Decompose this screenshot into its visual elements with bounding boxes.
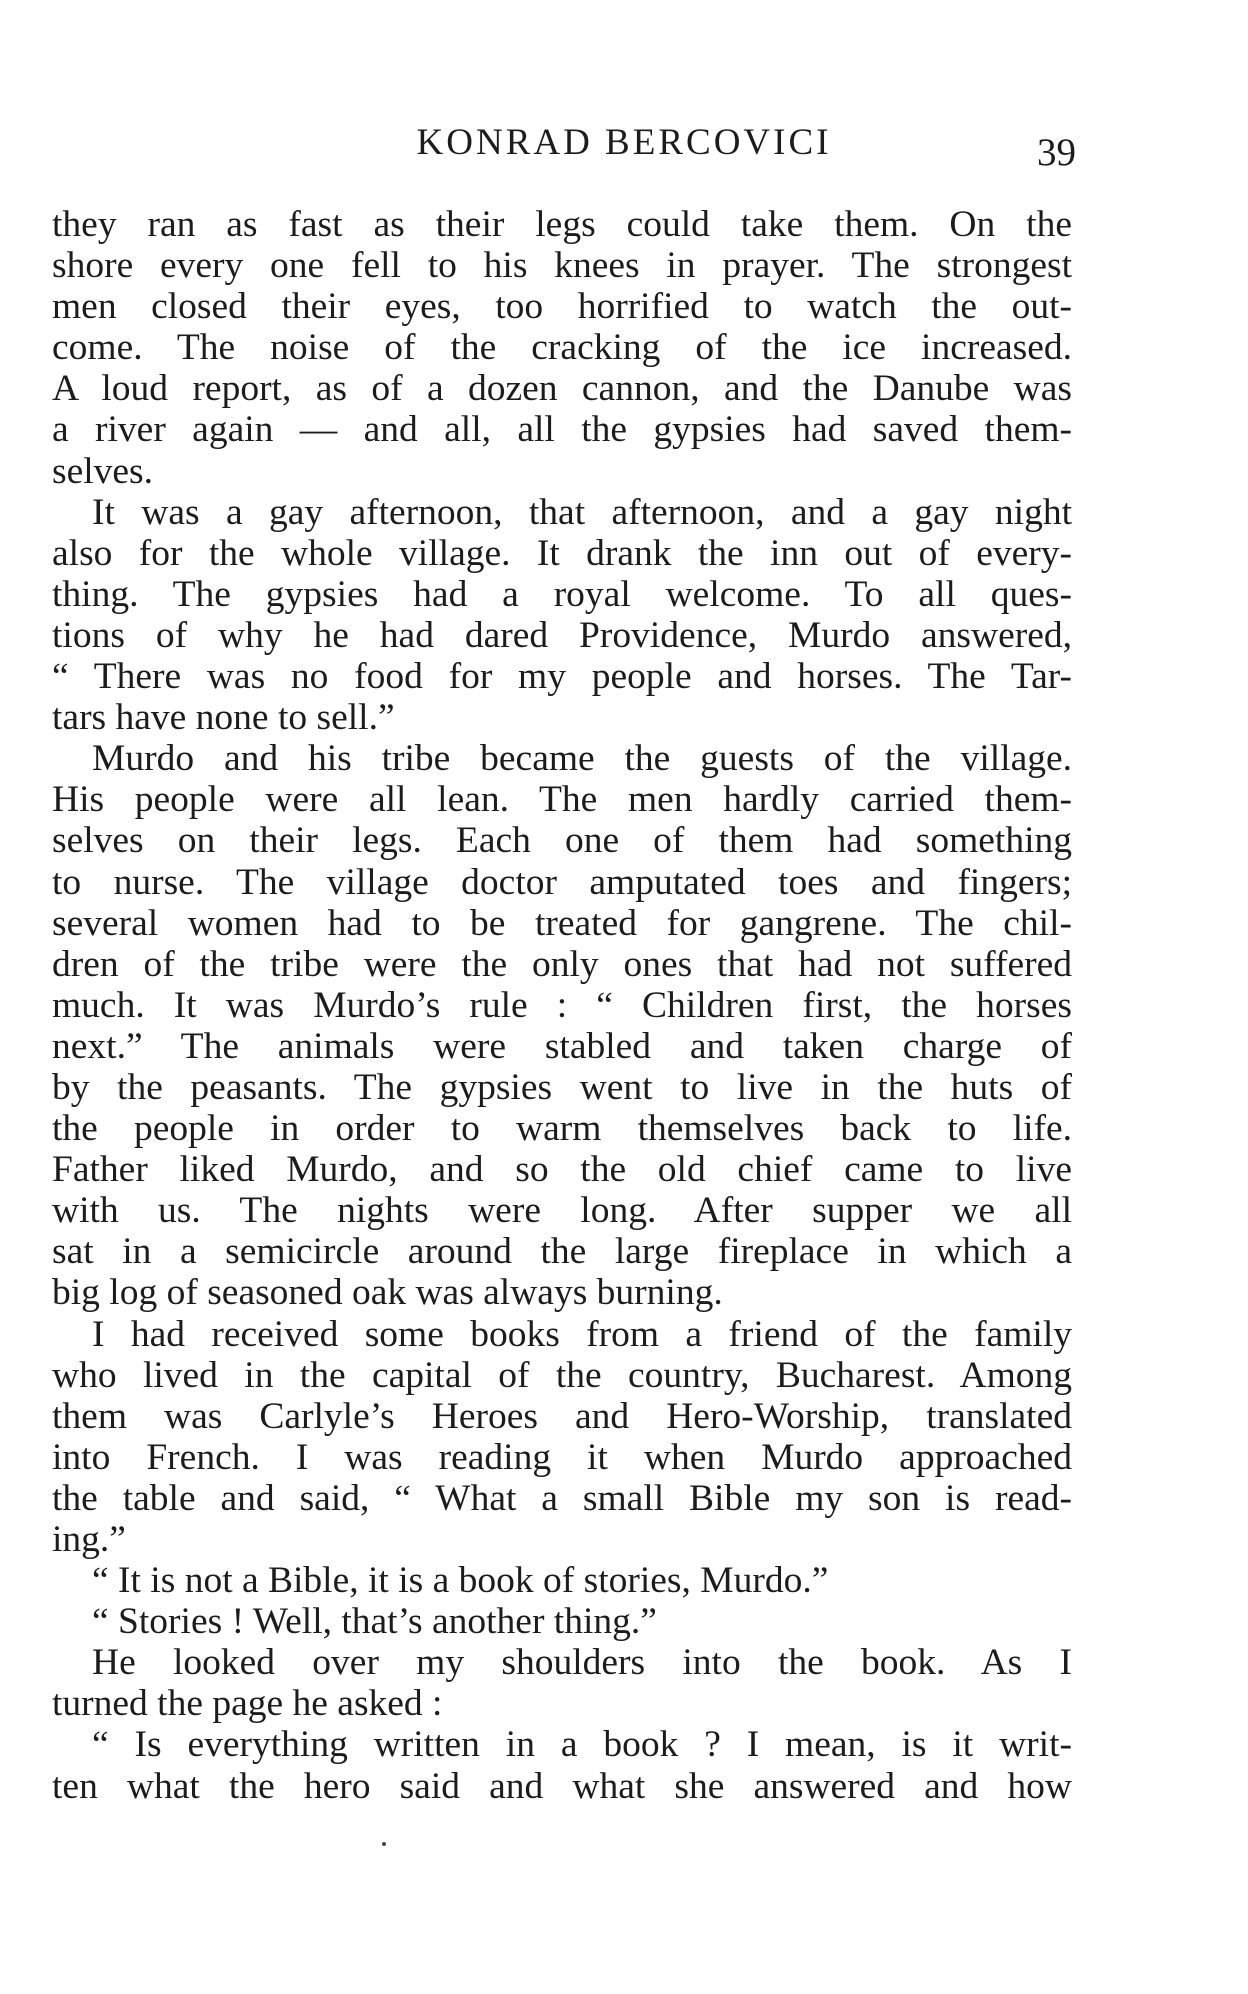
- text-line: them was Carlyle’s Heroes and Hero-Worship, translated: [52, 1395, 1072, 1437]
- text-line: come. The noise of the cracking of the ice increased.: [52, 327, 1072, 369]
- text-line: “ There was no food for my people and horses. The Tar-: [52, 656, 1072, 698]
- text-line: men closed their eyes, too horrified to watch the out-: [52, 286, 1072, 328]
- text-line: It was a gay afternoon, that afternoon, and a gay night: [92, 491, 1072, 533]
- text-line: they ran as fast as their legs could take them. On the: [52, 204, 1072, 245]
- text-line: into French. I was reading it when Murdo approached: [52, 1436, 1072, 1478]
- text-line: ing.”: [52, 1519, 126, 1560]
- text-line: much. It was Murdo’s rule : “ Children first, the horses: [52, 984, 1072, 1026]
- text-line: by the peasants. The gypsies went to live in the huts of: [52, 1066, 1072, 1108]
- text-line: “ It is not a Bible, it is a book of stories, Murdo.”: [92, 1560, 829, 1602]
- page-number: 39: [1037, 131, 1076, 174]
- text-line: shore every one fell to his knees in prayer. The strongest: [52, 245, 1072, 287]
- text-line: who lived in the capital of the country, Bucharest. Among: [52, 1354, 1072, 1396]
- text-line: A loud report, as of a dozen cannon, and the Danube was: [52, 368, 1072, 410]
- body-text: [52, 204, 1072, 1807]
- text-line: several women had to be treated for gangrene. The chil-: [52, 902, 1072, 944]
- running-head: [0, 118, 1248, 174]
- text-line: also for the whole village. It drank the inn out of every-: [52, 532, 1072, 574]
- text-line: thing. The gypsies had a royal welcome. To all ques-: [52, 573, 1072, 615]
- text-line: big log of seasoned oak was always burning.: [52, 1272, 723, 1314]
- text-line: selves on their legs. Each one of them had something: [52, 820, 1072, 862]
- text-line: with us. The nights were long. After supper we all: [52, 1190, 1072, 1232]
- text-line: next.” The animals were stabled and taken charge of: [52, 1025, 1072, 1067]
- text-line: Murdo and his tribe became the guests of the village.: [92, 738, 1072, 780]
- text-line: selves.: [52, 450, 154, 492]
- text-line: the table and said, “ What a small Bible my son is read-: [52, 1477, 1072, 1519]
- text-line: His people were all lean. The men hardly carried them-: [52, 779, 1072, 821]
- text-line: He looked over my shoulders into the book. As I: [92, 1642, 1072, 1684]
- text-line: the people in order to warm themselves back to life.: [52, 1108, 1072, 1150]
- running-title: KONRAD BERCOVICI: [416, 122, 832, 163]
- text-line: Father liked Murdo, and so the old chief came to live: [52, 1149, 1072, 1191]
- text-line: tars have none to sell.”: [52, 697, 395, 739]
- print-speck: [382, 1842, 386, 1846]
- text-line: dren of the tribe were the only ones that had not suffered: [52, 943, 1072, 985]
- text-line: I had received some books from a friend of the family: [92, 1313, 1072, 1355]
- text-line: a river again — and all, all the gypsies had saved them-: [52, 409, 1072, 451]
- text-line: ten what the hero said and what she answered and how: [52, 1765, 1072, 1807]
- text-line: to nurse. The village doctor amputated toes and fingers;: [52, 861, 1072, 903]
- text-line: sat in a semicircle around the large fireplace in which a: [52, 1231, 1072, 1273]
- text-line: tions of why he had dared Providence, Murdo answered,: [52, 614, 1072, 656]
- text-line: “ Stories ! Well, that’s another thing.”: [92, 1601, 657, 1643]
- text-line: turned the page he asked :: [52, 1683, 443, 1725]
- text-line: “ Is everything written in a book ? I mean, is it writ-: [92, 1724, 1072, 1766]
